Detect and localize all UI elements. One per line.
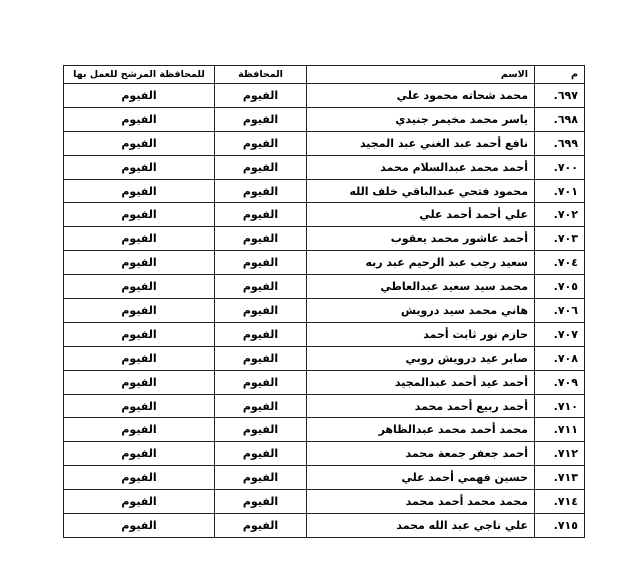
- row-name: أحمد جعفر جمعة محمد: [307, 442, 535, 466]
- row-number: ٧١٠.: [535, 394, 585, 418]
- row-name: ياسر محمد مخيمر جنيدي: [307, 107, 535, 131]
- row-name: أحمد محمد عبدالسلام محمد: [307, 155, 535, 179]
- row-governorate: الفيوم: [215, 203, 307, 227]
- row-target-governorate: الفيوم: [64, 275, 215, 299]
- table-row: [64, 466, 585, 490]
- table-row: [64, 394, 585, 418]
- row-name: أحمد ربيع أحمد محمد: [307, 394, 535, 418]
- row-governorate: الفيوم: [215, 514, 307, 538]
- row-target-governorate: الفيوم: [64, 299, 215, 323]
- row-number: ٧١١.: [535, 418, 585, 442]
- table-row: [64, 275, 585, 299]
- row-governorate: الفيوم: [215, 84, 307, 108]
- table-row: [64, 107, 585, 131]
- row-number: ٧٠٥.: [535, 275, 585, 299]
- table-row: [64, 370, 585, 394]
- header-target-governorate: للمحافظة المرشح للعمل بها: [64, 66, 215, 84]
- row-number: ٧٠٦.: [535, 299, 585, 323]
- row-name: محمد سيد سعيد عبدالعاطي: [307, 275, 535, 299]
- row-governorate: الفيوم: [215, 466, 307, 490]
- table-row: [64, 84, 585, 108]
- row-governorate: الفيوم: [215, 418, 307, 442]
- row-governorate: الفيوم: [215, 227, 307, 251]
- row-governorate: الفيوم: [215, 155, 307, 179]
- row-governorate: الفيوم: [215, 275, 307, 299]
- row-number: ٧٠٢.: [535, 203, 585, 227]
- row-name: حسين فهمي أحمد علي: [307, 466, 535, 490]
- row-target-governorate: الفيوم: [64, 418, 215, 442]
- row-target-governorate: الفيوم: [64, 84, 215, 108]
- table-row: [64, 299, 585, 323]
- table-row: [64, 514, 585, 538]
- row-name: سعيد رجب عبد الرحيم عبد ربه: [307, 251, 535, 275]
- row-target-governorate: الفيوم: [64, 394, 215, 418]
- header-number: م: [535, 66, 585, 84]
- row-governorate: الفيوم: [215, 370, 307, 394]
- row-number: ٧٠٠.: [535, 155, 585, 179]
- row-number: ٧٠٣.: [535, 227, 585, 251]
- row-target-governorate: الفيوم: [64, 346, 215, 370]
- table-row: [64, 346, 585, 370]
- candidates-table: [63, 65, 585, 538]
- row-governorate: الفيوم: [215, 394, 307, 418]
- table-header: [64, 66, 585, 84]
- table-row: [64, 203, 585, 227]
- row-name: حازم نور ثابت أحمد: [307, 322, 535, 346]
- row-governorate: الفيوم: [215, 131, 307, 155]
- row-governorate: الفيوم: [215, 442, 307, 466]
- row-name: محمود فتحي عبدالباقي خلف الله: [307, 179, 535, 203]
- row-number: ٦٩٨.: [535, 107, 585, 131]
- row-target-governorate: الفيوم: [64, 490, 215, 514]
- row-target-governorate: الفيوم: [64, 466, 215, 490]
- row-number: ٧٠٧.: [535, 322, 585, 346]
- row-target-governorate: الفيوم: [64, 155, 215, 179]
- table-row: [64, 227, 585, 251]
- row-name: هاني محمد سيد درويش: [307, 299, 535, 323]
- row-governorate: الفيوم: [215, 179, 307, 203]
- row-target-governorate: الفيوم: [64, 227, 215, 251]
- row-name: أحمد عاشور محمد يعقوب: [307, 227, 535, 251]
- table-row: [64, 155, 585, 179]
- row-number: ٧١٢.: [535, 442, 585, 466]
- row-name: علي أحمد أحمد علي: [307, 203, 535, 227]
- header-row: [64, 66, 585, 84]
- row-target-governorate: الفيوم: [64, 442, 215, 466]
- table-row: [64, 442, 585, 466]
- table-row: [64, 418, 585, 442]
- row-name: محمد شحاته محمود علي: [307, 84, 535, 108]
- row-governorate: الفيوم: [215, 346, 307, 370]
- row-governorate: الفيوم: [215, 299, 307, 323]
- row-name: أحمد عيد أحمد عبدالمجيد: [307, 370, 535, 394]
- row-number: ٧٠٨.: [535, 346, 585, 370]
- row-name: محمد أحمد محمد عبدالظاهر: [307, 418, 535, 442]
- row-governorate: الفيوم: [215, 490, 307, 514]
- row-number: ٧٠٤.: [535, 251, 585, 275]
- row-name: صابر عيد درويش روبي: [307, 346, 535, 370]
- row-name: محمد محمد أحمد محمد: [307, 490, 535, 514]
- table-row: [64, 179, 585, 203]
- row-number: ٦٩٩.: [535, 131, 585, 155]
- header-governorate: المحافظة: [215, 66, 307, 84]
- table-body: [64, 84, 585, 538]
- row-target-governorate: الفيوم: [64, 514, 215, 538]
- row-number: ٧١٥.: [535, 514, 585, 538]
- row-target-governorate: الفيوم: [64, 203, 215, 227]
- row-name: نافع أحمد عبد الغني عبد المجيد: [307, 131, 535, 155]
- row-target-governorate: الفيوم: [64, 131, 215, 155]
- table-row: [64, 251, 585, 275]
- row-number: ٧٠١.: [535, 179, 585, 203]
- row-target-governorate: الفيوم: [64, 370, 215, 394]
- row-governorate: الفيوم: [215, 322, 307, 346]
- row-name: علي ناجي عبد الله محمد: [307, 514, 535, 538]
- row-target-governorate: الفيوم: [64, 107, 215, 131]
- row-target-governorate: الفيوم: [64, 251, 215, 275]
- table-row: [64, 322, 585, 346]
- row-target-governorate: الفيوم: [64, 322, 215, 346]
- row-number: ٦٩٧.: [535, 84, 585, 108]
- table-row: [64, 131, 585, 155]
- row-target-governorate: الفيوم: [64, 179, 215, 203]
- header-name: الاسم: [307, 66, 535, 84]
- row-number: ٧١٣.: [535, 466, 585, 490]
- row-governorate: الفيوم: [215, 107, 307, 131]
- row-number: ٧١٤.: [535, 490, 585, 514]
- row-number: ٧٠٩.: [535, 370, 585, 394]
- row-governorate: الفيوم: [215, 251, 307, 275]
- table-row: [64, 490, 585, 514]
